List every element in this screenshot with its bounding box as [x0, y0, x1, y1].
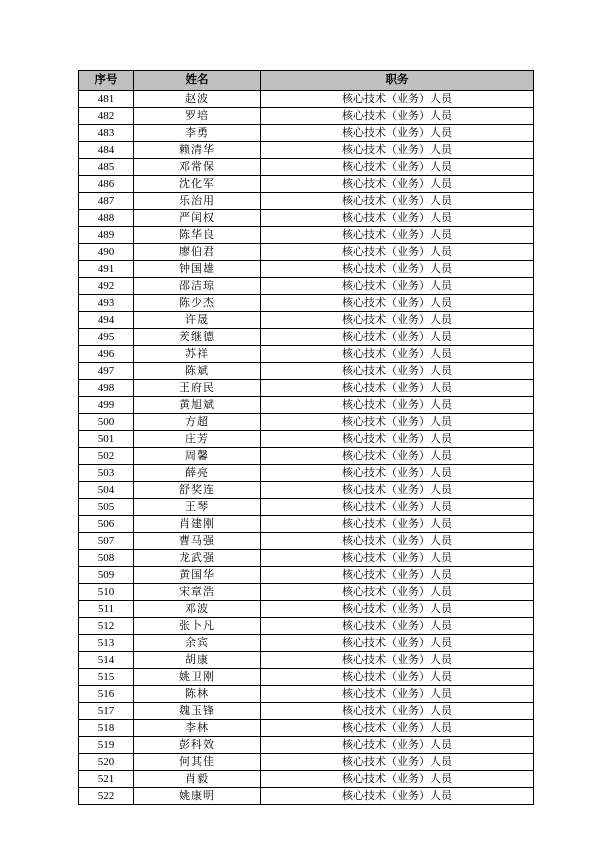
name-cell: 陈华良 [134, 227, 261, 244]
table-row [79, 533, 534, 550]
table-row [79, 142, 534, 159]
position-cell: 核心技术（业务）人员 [261, 652, 534, 669]
serial-number-cell: 511 [79, 601, 134, 618]
table-row [79, 227, 534, 244]
serial-number-cell: 501 [79, 431, 134, 448]
table-row [79, 431, 534, 448]
serial-number-cell: 514 [79, 652, 134, 669]
position-cell: 核心技术（业务）人员 [261, 227, 534, 244]
table-row [79, 363, 534, 380]
name-cell: 邓波 [134, 601, 261, 618]
position-cell: 核心技术（业务）人员 [261, 397, 534, 414]
header-position: 职务 [261, 71, 534, 91]
name-cell: 肖建刚 [134, 516, 261, 533]
position-cell: 核心技术（业务）人员 [261, 159, 534, 176]
name-cell: 姚卫刚 [134, 669, 261, 686]
position-cell: 核心技术（业务）人员 [261, 771, 534, 788]
position-cell: 核心技术（业务）人员 [261, 142, 534, 159]
name-cell: 姚康明 [134, 788, 261, 805]
name-cell: 李林 [134, 720, 261, 737]
table-row [79, 686, 534, 703]
name-cell: 肖毅 [134, 771, 261, 788]
position-cell: 核心技术（业务）人员 [261, 380, 534, 397]
serial-number-cell: 487 [79, 193, 134, 210]
position-cell: 核心技术（业务）人员 [261, 669, 534, 686]
serial-number-cell: 493 [79, 295, 134, 312]
position-cell: 核心技术（业务）人员 [261, 363, 534, 380]
name-cell: 舒奖连 [134, 482, 261, 499]
table-row [79, 329, 534, 346]
serial-number-cell: 505 [79, 499, 134, 516]
serial-number-cell: 509 [79, 567, 134, 584]
serial-number-cell: 515 [79, 669, 134, 686]
position-cell: 核心技术（业务）人员 [261, 176, 534, 193]
table-row [79, 176, 534, 193]
serial-number-cell: 517 [79, 703, 134, 720]
table-row [79, 482, 534, 499]
name-cell: 赵波 [134, 91, 261, 108]
name-cell: 魏玉锋 [134, 703, 261, 720]
name-cell: 余宾 [134, 635, 261, 652]
name-cell: 黄国华 [134, 567, 261, 584]
name-cell: 黄旭斌 [134, 397, 261, 414]
serial-number-cell: 490 [79, 244, 134, 261]
name-cell: 陈少杰 [134, 295, 261, 312]
table-row [79, 261, 534, 278]
position-cell: 核心技术（业务）人员 [261, 244, 534, 261]
name-cell: 严闰权 [134, 210, 261, 227]
serial-number-cell: 484 [79, 142, 134, 159]
serial-number-cell: 495 [79, 329, 134, 346]
serial-number-cell: 498 [79, 380, 134, 397]
table-row [79, 499, 534, 516]
table-row [79, 193, 534, 210]
position-cell: 核心技术（业务）人员 [261, 754, 534, 771]
table-row [79, 448, 534, 465]
position-cell: 核心技术（业务）人员 [261, 312, 534, 329]
table-row [79, 312, 534, 329]
position-cell: 核心技术（业务）人员 [261, 414, 534, 431]
position-cell: 核心技术（业务）人员 [261, 499, 534, 516]
position-cell: 核心技术（业务）人员 [261, 125, 534, 142]
position-cell: 核心技术（业务）人员 [261, 635, 534, 652]
table-row [79, 397, 534, 414]
table-row [79, 550, 534, 567]
position-cell: 核心技术（业务）人员 [261, 193, 534, 210]
serial-number-cell: 491 [79, 261, 134, 278]
position-cell: 核心技术（业务）人员 [261, 737, 534, 754]
name-cell: 赖清华 [134, 142, 261, 159]
table-row [79, 414, 534, 431]
table-row [79, 108, 534, 125]
serial-number-cell: 489 [79, 227, 134, 244]
table-row [79, 295, 534, 312]
position-cell: 核心技术（业务）人员 [261, 567, 534, 584]
header-serial-number: 序号 [79, 71, 134, 91]
name-cell: 邓常保 [134, 159, 261, 176]
position-cell: 核心技术（业务）人员 [261, 788, 534, 805]
serial-number-cell: 521 [79, 771, 134, 788]
serial-number-cell: 485 [79, 159, 134, 176]
name-cell: 薛亮 [134, 465, 261, 482]
name-cell: 许晟 [134, 312, 261, 329]
serial-number-cell: 497 [79, 363, 134, 380]
name-cell: 周馨 [134, 448, 261, 465]
name-cell: 苏祥 [134, 346, 261, 363]
serial-number-cell: 481 [79, 91, 134, 108]
table-row [79, 91, 534, 108]
name-cell: 邵洁琼 [134, 278, 261, 295]
serial-number-cell: 488 [79, 210, 134, 227]
position-cell: 核心技术（业务）人员 [261, 618, 534, 635]
name-cell: 王府民 [134, 380, 261, 397]
name-cell: 陈斌 [134, 363, 261, 380]
position-cell: 核心技术（业务）人员 [261, 329, 534, 346]
name-cell: 王琴 [134, 499, 261, 516]
name-cell: 钟国雄 [134, 261, 261, 278]
table-row [79, 380, 534, 397]
serial-number-cell: 508 [79, 550, 134, 567]
position-cell: 核心技术（业务）人员 [261, 295, 534, 312]
serial-number-cell: 513 [79, 635, 134, 652]
position-cell: 核心技术（业务）人员 [261, 465, 534, 482]
table-row [79, 720, 534, 737]
position-cell: 核心技术（业务）人员 [261, 703, 534, 720]
name-cell: 曹马强 [134, 533, 261, 550]
table-row [79, 346, 534, 363]
position-cell: 核心技术（业务）人员 [261, 108, 534, 125]
name-cell: 方超 [134, 414, 261, 431]
table-row [79, 771, 534, 788]
serial-number-cell: 506 [79, 516, 134, 533]
name-cell: 罗培 [134, 108, 261, 125]
position-cell: 核心技术（业务）人员 [261, 482, 534, 499]
serial-number-cell: 499 [79, 397, 134, 414]
table-row [79, 669, 534, 686]
serial-number-cell: 492 [79, 278, 134, 295]
table-row [79, 618, 534, 635]
name-cell: 廖伯君 [134, 244, 261, 261]
name-cell: 沈化军 [134, 176, 261, 193]
table-row [79, 244, 534, 261]
name-cell: 彭科效 [134, 737, 261, 754]
position-cell: 核心技术（业务）人员 [261, 448, 534, 465]
position-cell: 核心技术（业务）人员 [261, 533, 534, 550]
table-row [79, 210, 534, 227]
table-row [79, 737, 534, 754]
position-cell: 核心技术（业务）人员 [261, 686, 534, 703]
name-cell: 宋章浩 [134, 584, 261, 601]
position-cell: 核心技术（业务）人员 [261, 584, 534, 601]
header-name: 姓名 [134, 71, 261, 91]
serial-number-cell: 502 [79, 448, 134, 465]
table-row [79, 159, 534, 176]
position-cell: 核心技术（业务）人员 [261, 720, 534, 737]
table-row [79, 635, 534, 652]
table-row [79, 754, 534, 771]
serial-number-cell: 482 [79, 108, 134, 125]
table-row [79, 125, 534, 142]
serial-number-cell: 483 [79, 125, 134, 142]
serial-number-cell: 494 [79, 312, 134, 329]
position-cell: 核心技术（业务）人员 [261, 91, 534, 108]
table-row [79, 465, 534, 482]
serial-number-cell: 510 [79, 584, 134, 601]
serial-number-cell: 486 [79, 176, 134, 193]
serial-number-cell: 500 [79, 414, 134, 431]
position-cell: 核心技术（业务）人员 [261, 346, 534, 363]
position-cell: 核心技术（业务）人员 [261, 601, 534, 618]
serial-number-cell: 520 [79, 754, 134, 771]
name-cell: 张卜凡 [134, 618, 261, 635]
name-cell: 李勇 [134, 125, 261, 142]
serial-number-cell: 503 [79, 465, 134, 482]
table-row [79, 567, 534, 584]
position-cell: 核心技术（业务）人员 [261, 278, 534, 295]
name-cell: 陈林 [134, 686, 261, 703]
position-cell: 核心技术（业务）人员 [261, 261, 534, 278]
position-cell: 核心技术（业务）人员 [261, 516, 534, 533]
table-row [79, 278, 534, 295]
position-cell: 核心技术（业务）人员 [261, 431, 534, 448]
personnel-table [78, 70, 534, 805]
serial-number-cell: 512 [79, 618, 134, 635]
table-row [79, 584, 534, 601]
serial-number-cell: 522 [79, 788, 134, 805]
serial-number-cell: 516 [79, 686, 134, 703]
table-row [79, 652, 534, 669]
serial-number-cell: 518 [79, 720, 134, 737]
name-cell: 龙武强 [134, 550, 261, 567]
table-header-row [79, 71, 534, 91]
table-row [79, 788, 534, 805]
table-row [79, 703, 534, 720]
serial-number-cell: 507 [79, 533, 134, 550]
name-cell: 胡康 [134, 652, 261, 669]
serial-number-cell: 519 [79, 737, 134, 754]
table-row [79, 601, 534, 618]
name-cell: 何其佳 [134, 754, 261, 771]
name-cell: 庄芳 [134, 431, 261, 448]
name-cell: 羑继德 [134, 329, 261, 346]
table-row [79, 516, 534, 533]
position-cell: 核心技术（业务）人员 [261, 550, 534, 567]
position-cell: 核心技术（业务）人员 [261, 210, 534, 227]
personnel-table-body [79, 91, 534, 805]
name-cell: 乐治用 [134, 193, 261, 210]
serial-number-cell: 496 [79, 346, 134, 363]
serial-number-cell: 504 [79, 482, 134, 499]
